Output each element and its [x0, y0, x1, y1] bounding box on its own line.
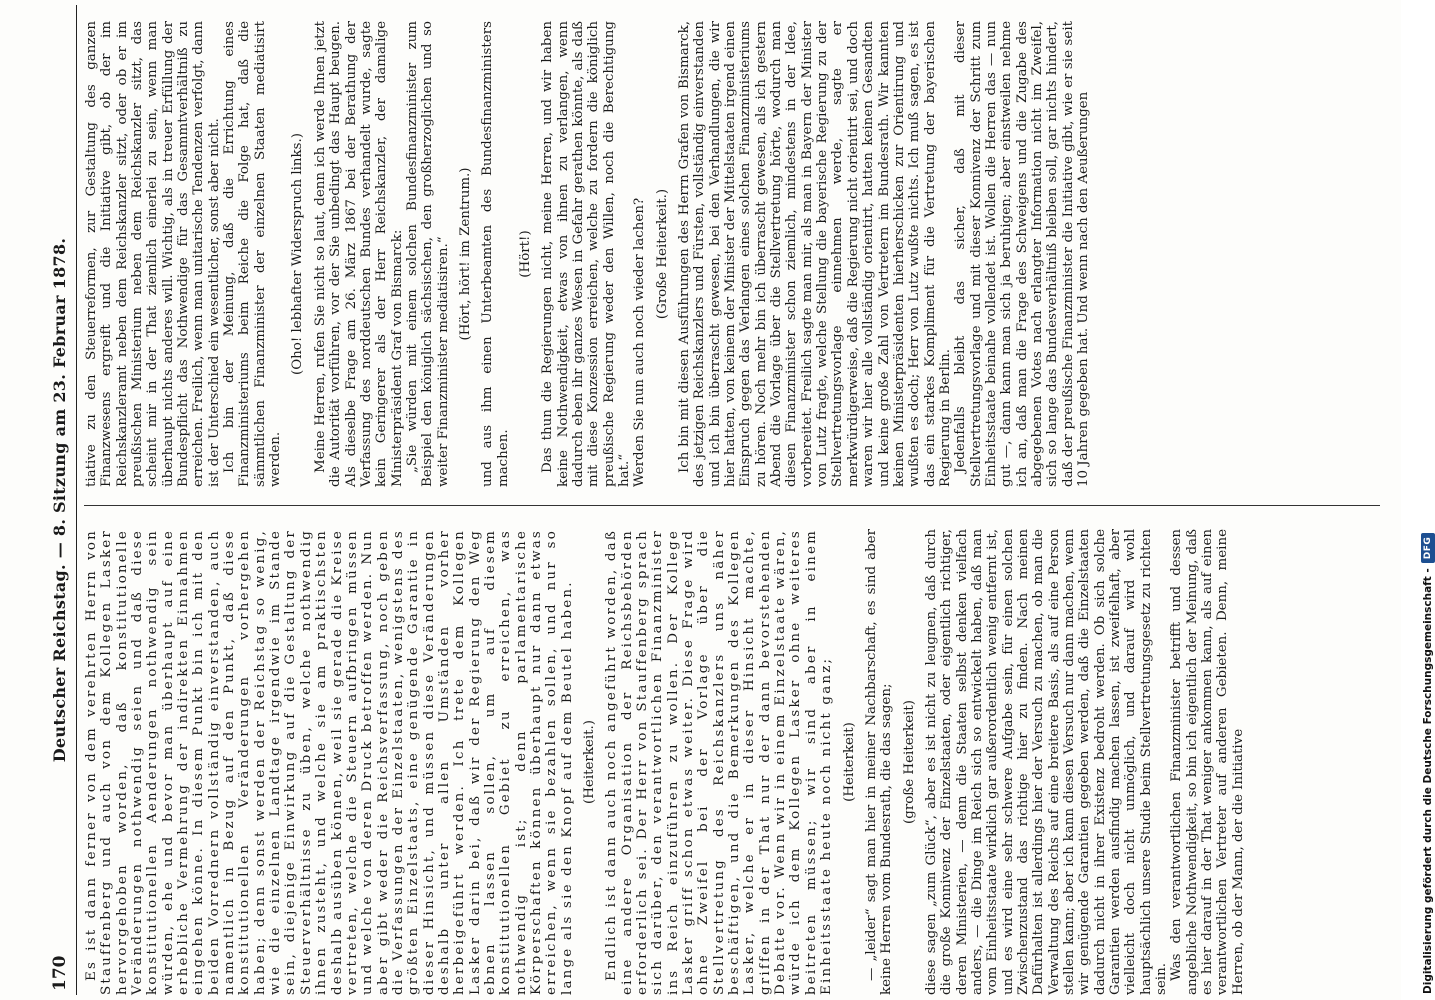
rotated-document-page	[48, 5, 1388, 995]
stage-direction: (Heiterkeit.)	[582, 720, 597, 804]
digitization-credit	[1421, 533, 1435, 994]
left-column	[84, 529, 1380, 995]
paragraph: — „leider“ sagt man hier in meiner Nachbarschaft, es sind aber keine Herren vom Bundesrath, die das sagen;	[863, 529, 895, 995]
stage-direction: (Heiterkeit)	[841, 722, 857, 802]
stage-direction: (Oho! lebhafter Widerspruch links.)	[290, 132, 306, 376]
paragraph: Das thun die Regierungen nicht, meine Herren, und wir haben keine Nothwendigkeit, etwas von ihnen zu verlangen, wenn dadurch eben ihr ganzes Wesen in Gefahr gerathen könnte, als daß mit diese Konzession erreichen, welche zu fordern die königlich preußische Regierung weder den Willen, noch die Berechtigung hat.“	[540, 21, 632, 487]
credit-text: Digitalisierung gefördert durch die Deutsche Forschungsgemeinschaft -	[1422, 568, 1434, 994]
session-title: Deutscher Reichstag. — 8. Sitzung am 23. Februar 1878.	[50, 237, 69, 763]
paragraph: Ich bin der Meinung, daß die Errichtung eines Finanzministeriums beim Reiche die Folge hat, daß die sämmtlichen Finanzminister der einzelnen Staaten mediatisirt werden.	[222, 21, 284, 487]
paragraph: Es ist dann ferner von dem verehrten Herrn von Stauffenberg und auch von dem Kollegen Lasker hervorgehoben worden, daß konstitutionelle Veränderungen nothwendig seien und daß diese konstitutionellen Aenderungen nothwendig sein würden, ehe und bevor man überhaupt auf eine erhebliche Vermehrung der indirekten Einnahmen eingehen könne. In diesem Punkt bin ich mit den beiden Vorrednern vollständig einverstanden, auch namentlich in Bezug auf den Punkt, daß diese konstitutionellen Veränderungen vorhergehen haben; denn sonst werden der Reichstag so wenig, wie die einzelnen Landtage irgendwie im Stande sein, diejenige Einwirkung auf die Gestaltung der Steuerverhältnisse zu üben, welche nothwendig ihnen zusteht, und welche sie am praktischsten deshalb ausüben können, weil sie gerade die Kreise vertreten, welche die Steuern aufbringen müssen und welche von deren Druck betroffen werden. Nun aber gibt weder die Reichsverfassung, noch geben die Verfassungen der Einzelstaaten, wenigstens des größten Einzelstaats, eine genügende Garantie in dieser Hinsicht, und müssen diese Veränderungen deshalb unter allen Umständen vorher herbeigeführt werden. Ich trete dem Kollegen Lasker darin bei, daß wir der Regierung den Weg ebnen lassen sollen, um auf diesem konstitutionellen Gebiet zu erreichen, was nothwendig ist; denn parlamentarische Körperschaften können überhaupt nur dann etwas erreichen, wenn sie bezahlen sollen, und nur so lange als sie den Knopf auf dem Beutel haben.	[84, 529, 575, 995]
paragraph: diese sagen „zum Glück“, aber es ist nicht zu leugnen, daß durch die große Konnivenz der Einzelstaaten, oder eigentlich richtiger, deren Ministerien, — denn die Staaten selbst denken vielfach anders, — die Dinge im Reich sich so entwickelt haben, daß man vom Einheitsstaate wirklich gar außerordentlich wenig entfernt ist, und es wird eine sehr schwere Aufgabe sein, für einen solchen Zwischenzustand das richtige hier zu finden. Nach meinen Dafürhalten ist allerdings hier der Versuch zu machen, ob man die Verwaltung des Reichs auf eine breitere Basis, als auf eine Person stellen kann; aber ich kann diesen Versuch nur dann machen, wenn wir genügende Garantien gegeben werden, daß die Einzelstaaten dadurch nicht in ihrer Existenz bedroht werden. Ob sich solche Garantien werden ausfindig machen lassen, ist zweifelhaft, aber vielleicht doch nicht unmöglich, und darauf wird wohl hauptsächlich unsere Studie beim Stellvertretungsgesetz zu richten sein.	[923, 529, 1170, 995]
paragraph: Werden Sie nun auch noch wieder lachen?	[632, 197, 648, 487]
paragraph: und aus ihm einen Unterbeamten des Bundesfinanzministers machen.	[480, 21, 511, 487]
paragraph: Was den verantwortlichen Finanzminister betrifft und dessen angebliche Nothwendigkeit, so bin ich eigentlich der Meinung, daß es hier darauf in der That weniger ankommen kann, als auf einen verantwortlichen Vertreter auf anderen Gebieten. Denn, meine Herren, ob der Mann, der die Initiative	[1169, 529, 1246, 995]
stage-direction: (große Heiterkeit)	[901, 700, 917, 824]
right-column	[84, 21, 1380, 487]
quotation: „Sie würden mit einem solchen Bundesfinanzminister zum Beispiel den königlich sächsischen, den großherzoglichen und so weiter Finanzminister mediatisiren.“	[404, 21, 451, 487]
running-header	[48, 5, 77, 995]
column-divider	[84, 505, 1380, 506]
paragraph: Endlich ist dann auch noch angeführt worden, daß eine andere Organisation der Reichsbehörden erforderlich sei. Der Herr von Stauffenberg sprach sich darüber, den verantwortlichen Finanzminister ins Reich einzuführen zu wollen. Der Kollege Lasker griff schon etwas weiter. Diese Frage wird ohne Zweifel bei der Vorlage über die Stellvertretung des Reichskanzlers uns näher beschäftigen, und die Bemerkungen des Kollegen Lasker, welche er in dieser Hinsicht machte, griffen in der That nur der dann bevorstehenden Debatte vor. Wenn wir in einem Einzelstaate wären, würde ich dem Kollegen Lasker ohne weiteres beitreten müssen; wir sind aber in einem Einheitsstaate heute noch nicht ganz;	[604, 529, 835, 995]
paragraph: tiative zu den Steuerreformen, zur Gestaltung des ganzen Finanzwesens ergreift und die Initiative gibt, ob der im Reichskanzleramt neben dem Reichskanzler sitzt, oder ob er im preußischen Ministerium neben dem Reichskanzler sitzt, das scheint mir in der That ziemlich einerlei zu sein, wenn man überhaupt nichts anderes will. Wichtig, als in treuer Erfüllung der Bundespflicht das Nothwendige für das Gesammtverhältniß zu erreichen. Freilich, wenn man unitarische Tendenzen verfolgt, dann ist der Unterschied ein wesentlicher, sonst aber nicht.	[84, 21, 222, 487]
page-number: 170	[50, 955, 70, 991]
stage-direction: (Große Heiterkeit.)	[654, 188, 670, 320]
paragraph: Meine Herren, rufen Sie nicht so laut, denn ich werde Ihnen jetzt die Autorität vorführen, vor der Sie unbedingt das Haupt beugen. Als dieselbe Frage am 26. März 1867 bei der Berathung der Verfassung des norddeutschen Bundes verhandelt wurde, sagte kein Geringerer als der Herr Reichskanzler, der damalige Ministerpräsident Graf von Bismarck:	[312, 21, 405, 487]
paragraph: Ich bin mit diesen Ausführungen des Herrn Grafen von Bismarck, des jetzigen Reichskanzlers und Fürsten, vollständig einverstanden und ich bin überrascht gewesen, bei den Verhandlungen, die wir hier hatten, von keinem der Minister der Mittelstaaten irgend einen Einspruch gegen das Verlangen eines solchen Finanzministeriums zu hören. Noch mehr bin ich überrascht gewesen, als ich gestern Abend die Vorlage über die Stellvertretung hörte, wodurch man diesen Finanzminister schon ziemlich, mindestens in der Idee, vorbereitet. Freilich sagte man mir, als man in Bayern der Minister von Lutz fragte, welche Stellung die bayerische Regierung zu der Stellvertretungsvorlage einnehmen werde, sagte er merkwürdigerweise, daß die Regierung nicht orientirt sei, und doch waren wir hier alle vollständig orientirt, hatten keinen Gesandten und keine große Zahl von Vertretern im Bundesrath. Wir kannten keinen Ministerpräsidenten hierherschicken zur Orientirung und wußten es doch; Herr von Lutz wußte nichts. Ich muß sagen, es ist das ein starkes Kompliment für die Vertretung der bayerischen Regierung in Berlin.	[677, 21, 953, 487]
dfg-logo-icon: DFG	[1421, 533, 1435, 564]
paragraph: Jedenfalls bleibt das sicher, daß mit dieser Stellvertretungsvorlage und mit dieser Konnivenz der Schritt zum Einheitsstaate beinahe vollendet ist. Wollen die Herren das — nun gut —, dann kann man sich ja beruhigen; aber einstweilen nehme ich an, daß man die Frage des Schweigens und die Zugabe des abgegebenen Votes nach erlangter Information nicht im Zweifel, sich so lange das Bundesverhältniß bleiben soll, gar nichts hindert, daß der preußische Finanzminister die Initiative gibt, wie er sie seit 10 Jahren gegeben hat. Und wenn nach den Aeußerungen	[953, 21, 1091, 487]
stage-direction: (Hört!)	[517, 230, 533, 278]
stage-direction: (Hört, hört! im Zentrum.)	[457, 167, 473, 341]
